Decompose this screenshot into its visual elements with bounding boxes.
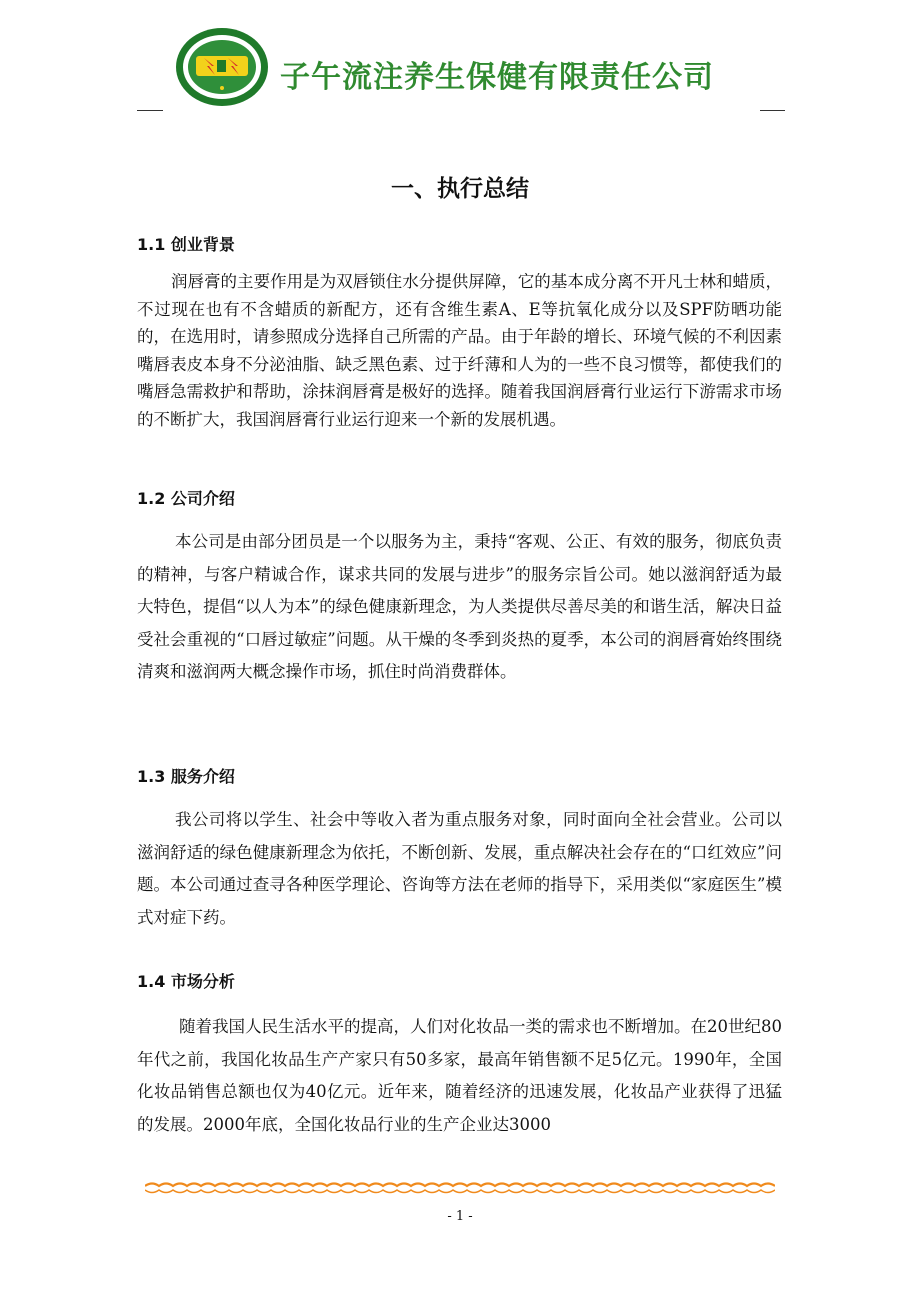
page-number: - 1 - [447,1209,473,1224]
section-heading-company: 1.2 公司介绍 [137,489,235,508]
company-logo [174,26,270,108]
page-header [0,0,920,120]
section-body-background: 润唇膏的主要作用是为双唇锁住水分提供屏障，它的基本成分离不开凡士林和蜡质，不过现在也有不含蜡质的新配方，还有含维生素A、E等抗氧化成分以及SPF防晒功能的，在选用时，请参照成分选择自己所需的产品。由于年龄的增长、环境气候的不利因素嘴唇表皮本身不分泌油脂、缺乏黑色素、过于纤薄和人为的一些不良习惯等，都使我们的嘴唇急需救护和帮助，涂抹润唇膏是极好的选择。随着我国润唇膏行业运行下游需求市场的不断扩大，我国润唇膏行业运行迎来一个新的发展机遇。 [137,272,782,429]
section-heading-background: 1.1 创业背景 [137,235,235,254]
section-body-company: 本公司是由部分团员是一个以服务为主，秉持“客观、公正、有效的服务，彻底负责的精神，与客户精诚合作，谋求共同的发展与进步”的服务宗旨公司。她以滋润舒适为最大特色，提倡“以人为本”的绿色健康新理念，为人类提供尽善尽美的和谐生活，解决日益受社会重视的“口唇过敏症”问题。从干燥的冬季到炎热的夏季，本公司的润唇膏始终围绕清爽和滋润两大概念操作市场，抓住时尚消费群体。 [137,532,782,681]
document-title: 一、执行总结 [391,176,529,202]
section-body-market: 随着我国人民生活水平的提高，人们对化妆品一类的需求也不断增加。在20世纪80年代之前，我国化妆品生产产家只有50多家，最高年销售额不足5亿元。1990年，全国化妆品销售总额也仅为40亿元。近年来，随着经济的迅速发展，化妆品产业获得了迅猛的发展。2000年底，全国化妆品行业的生产企业达3000 [137,1017,782,1134]
footer-wave-divider [145,1180,775,1196]
company-name: 子午流注养生保健有限责任公司 [280,60,714,95]
section-body-services: 我公司将以学生、社会中等收入者为重点服务对象，同时面向全社会营业。公司以滋润舒适的绿色健康新理念为依托，不断创新、发展，重点解决社会存在的“口红效应”问题。本公司通过查寻各种医学理论、咨询等方法在老师的指导下，采用类似“家庭医生”模式对症下药。 [137,810,782,927]
section-heading-services: 1.3 服务介绍 [137,767,235,786]
header-rule-right [760,110,785,111]
header-rule-left [137,110,163,111]
section-heading-market: 1.4 市场分析 [137,972,235,991]
